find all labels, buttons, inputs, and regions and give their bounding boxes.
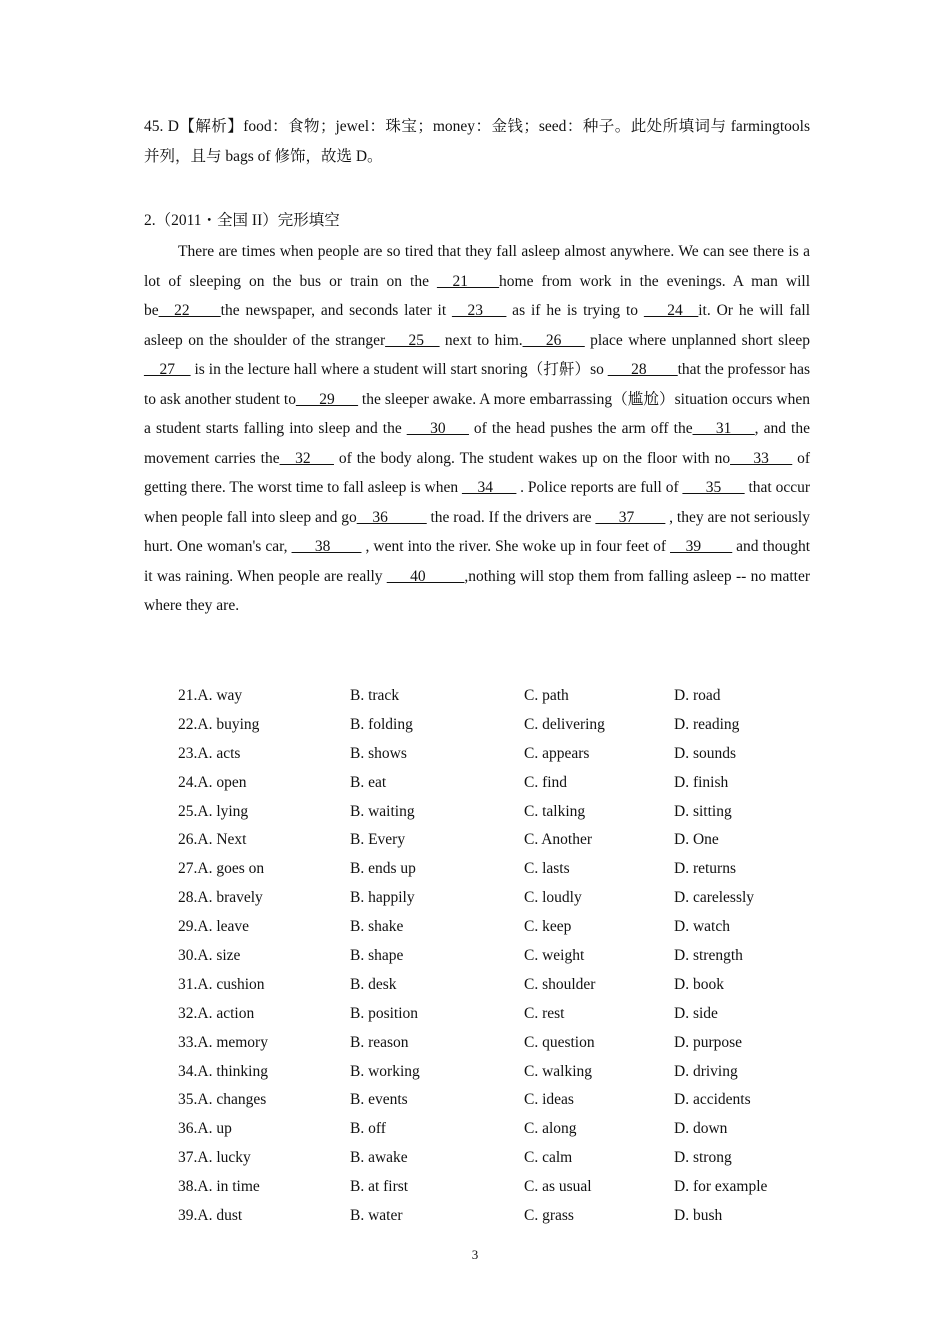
- option-b: B. at first: [350, 1178, 409, 1196]
- option-b: B. desk: [350, 975, 397, 993]
- passage-text: , and the movement carries the: [144, 420, 810, 467]
- option-a: 21.A. way: [178, 687, 243, 704]
- option-row: [178, 1202, 818, 1231]
- passage-text: of getting there. The worst time to fall asleep is when: [144, 449, 810, 496]
- option-d: D. strong: [674, 1149, 732, 1167]
- passage-text: place where unplanned short sleep: [584, 331, 810, 349]
- option-d: D. strength: [674, 947, 743, 965]
- blank: __36_____: [356, 508, 427, 526]
- blank: ___24__: [643, 302, 699, 319]
- option-row: [178, 1173, 818, 1202]
- blank: ___38____: [291, 538, 362, 555]
- option-b: B. awake: [350, 1149, 408, 1167]
- option-b: B. eat: [350, 773, 387, 791]
- option-d: D. bush: [674, 1207, 723, 1225]
- option-a: 39.A. dust: [178, 1207, 243, 1225]
- option-row: [178, 1086, 818, 1115]
- blank: ___28____: [607, 361, 678, 378]
- blank: __39____: [670, 538, 733, 555]
- option-c: C. talking: [524, 802, 586, 820]
- option-row: [178, 1058, 818, 1087]
- option-a: 35.A. changes: [178, 1091, 267, 1109]
- option-a: 22.A. buying: [178, 715, 260, 733]
- option-c: C. lasts: [524, 860, 570, 878]
- option-b: B. shape: [350, 947, 404, 965]
- passage-text: that occur when people fall into sleep and go: [144, 479, 810, 526]
- option-a: 33.A. memory: [178, 1033, 268, 1051]
- option-a: 36.A. up: [178, 1120, 232, 1138]
- option-d: D. road: [674, 687, 721, 704]
- option-b: B. ends up: [350, 860, 416, 878]
- option-a: 27.A. goes on: [178, 860, 265, 878]
- passage-paragraph: [144, 237, 810, 621]
- option-d: D. carelessly: [674, 889, 755, 907]
- option-d: D. accidents: [674, 1091, 751, 1109]
- option-row: [178, 913, 818, 942]
- blank: ___30___: [406, 420, 469, 437]
- option-c: C. as usual: [524, 1178, 592, 1196]
- option-row: [178, 711, 818, 740]
- option-row: [178, 884, 818, 913]
- page-number: 3: [471, 1247, 479, 1262]
- option-d: D. finish: [674, 773, 729, 791]
- passage-text: as if he is trying to: [506, 302, 644, 319]
- option-d: D. watch: [674, 918, 730, 936]
- passage-text: ,nothing will stop them from falling asleep -- no matter where they are.: [144, 567, 810, 614]
- option-d: D. purpose: [674, 1033, 743, 1051]
- option-a: 30.A. size: [178, 947, 241, 965]
- option-row: [178, 826, 818, 855]
- passage-text: next to him.: [439, 331, 523, 349]
- answer-45-explanation: 45. D【解析】food：食物；jewel：珠宝；money：金钱；seed：种子。此处所填词与 farmingtools 并列，且与 bags of 修饰，故选 D。: [144, 118, 810, 165]
- option-b: B. folding: [350, 715, 413, 733]
- option-a: 28.A. bravely: [178, 889, 263, 907]
- passage-text: it. Or he will fall asleep on the shoulder of the stranger: [144, 302, 810, 349]
- option-row: [178, 1000, 818, 1029]
- option-row: [178, 942, 818, 971]
- option-d: D. reading: [674, 715, 740, 733]
- option-b: B. happily: [350, 889, 415, 907]
- option-a: 29.A. leave: [178, 918, 250, 936]
- option-d: D. down: [674, 1120, 728, 1138]
- option-c: C. delivering: [524, 715, 605, 733]
- option-c: C. find: [524, 773, 568, 791]
- blank: ___33___: [730, 449, 793, 467]
- blank: ___25__: [385, 331, 440, 349]
- option-c: C. grass: [524, 1207, 574, 1225]
- option-row: [178, 798, 818, 827]
- option-d: D. sounds: [674, 744, 737, 762]
- passage-text: the newspaper, and seconds later it: [220, 302, 453, 319]
- blank: ___35___: [682, 479, 745, 496]
- section-heading: 2.（2011・全国 II）完形填空: [144, 212, 340, 229]
- option-b: B. reason: [350, 1033, 409, 1051]
- option-c: C. weight: [524, 947, 585, 965]
- blank: __22____: [158, 302, 221, 319]
- blank: ___40_____: [386, 567, 465, 585]
- option-b: B. working: [350, 1062, 420, 1080]
- option-b: B. events: [350, 1091, 408, 1109]
- options-list: [178, 682, 818, 1231]
- option-a: 34.A. thinking: [178, 1062, 268, 1080]
- passage-text: There are times when people are so tired that they fall asleep almost anywhere. We can see there is a lot of sleeping on the bus or train on the: [144, 243, 810, 290]
- option-a: 24.A. open: [178, 773, 247, 791]
- passage-text: , went into the river. She woke up in four feet of: [361, 538, 671, 555]
- passage-text: of the head pushes the arm off the: [468, 420, 693, 437]
- blank: ___37____: [595, 508, 666, 526]
- option-c: C. ideas: [524, 1091, 574, 1109]
- passage-text: the road. If the drivers are: [426, 508, 596, 526]
- option-a: 32.A. action: [178, 1004, 255, 1022]
- passage-text: . Police reports are full of: [516, 479, 683, 496]
- blank: __34___: [462, 479, 517, 496]
- option-row: [178, 682, 818, 711]
- option-b: B. waiting: [350, 802, 415, 820]
- option-d: D. for example: [674, 1178, 768, 1196]
- option-row: [178, 1029, 818, 1058]
- option-b: B. position: [350, 1004, 419, 1022]
- option-row: [178, 740, 818, 769]
- option-a: 38.A. in time: [178, 1178, 260, 1196]
- option-a: 23.A. acts: [178, 744, 241, 762]
- passage-text: is in the lecture hall where a student will start snoring（打鼾）so: [190, 361, 608, 378]
- passage-text: , they are not seriously hurt. One woman's car,: [144, 508, 810, 555]
- option-c: C. appears: [524, 744, 590, 762]
- option-row: [178, 1144, 818, 1173]
- option-c: C. Another: [524, 831, 593, 849]
- option-c: C. rest: [524, 1004, 565, 1022]
- option-row: [178, 769, 818, 798]
- blank: ___26___: [522, 331, 585, 349]
- option-row: [178, 971, 818, 1000]
- blank: ___29___: [295, 390, 358, 408]
- option-b: B. shake: [350, 918, 404, 936]
- option-c: C. walking: [524, 1062, 593, 1080]
- option-c: C. calm: [524, 1149, 573, 1167]
- passage-text: that the professor has to ask another student to: [144, 361, 810, 408]
- option-a: 25.A. lying: [178, 802, 249, 820]
- passage-text: of the body along. The student wakes up on the floor with no: [333, 449, 731, 467]
- option-c: C. keep: [524, 918, 572, 936]
- option-b: B. water: [350, 1207, 403, 1225]
- option-d: D. driving: [674, 1062, 738, 1080]
- option-b: B. shows: [350, 744, 407, 762]
- option-b: B. Every: [350, 831, 406, 849]
- cloze-passage: [144, 237, 810, 621]
- blank: __23___: [452, 302, 507, 319]
- option-c: C. shoulder: [524, 975, 596, 993]
- option-d: D. sitting: [674, 802, 732, 820]
- passage-text: and thought it was raining. When people are really: [144, 538, 810, 585]
- option-c: C. along: [524, 1120, 577, 1138]
- option-b: B. track: [350, 687, 400, 704]
- option-a: 37.A. lucky: [178, 1149, 251, 1167]
- blank: ___31___: [692, 420, 755, 437]
- option-d: D. One: [674, 831, 719, 849]
- passage-text: the sleeper awake. A more embarrassing（尴尬）situation occurs when a student starts falling into sleep and the: [144, 390, 810, 437]
- blank: __32___: [279, 449, 334, 467]
- option-row: [178, 855, 818, 884]
- blank: __21____: [437, 272, 500, 290]
- blank: __27__: [144, 361, 191, 378]
- passage-text: home from work in the evenings. A man will be: [144, 272, 810, 319]
- option-c: C. question: [524, 1033, 595, 1051]
- option-c: C. path: [524, 687, 569, 704]
- option-d: D. side: [674, 1004, 718, 1022]
- option-d: D. returns: [674, 860, 736, 878]
- option-b: B. off: [350, 1120, 386, 1138]
- option-a: 26.A. Next: [178, 831, 247, 849]
- option-a: 31.A. cushion: [178, 975, 265, 993]
- option-d: D. book: [674, 975, 724, 993]
- option-c: C. loudly: [524, 889, 582, 907]
- option-row: [178, 1115, 818, 1144]
